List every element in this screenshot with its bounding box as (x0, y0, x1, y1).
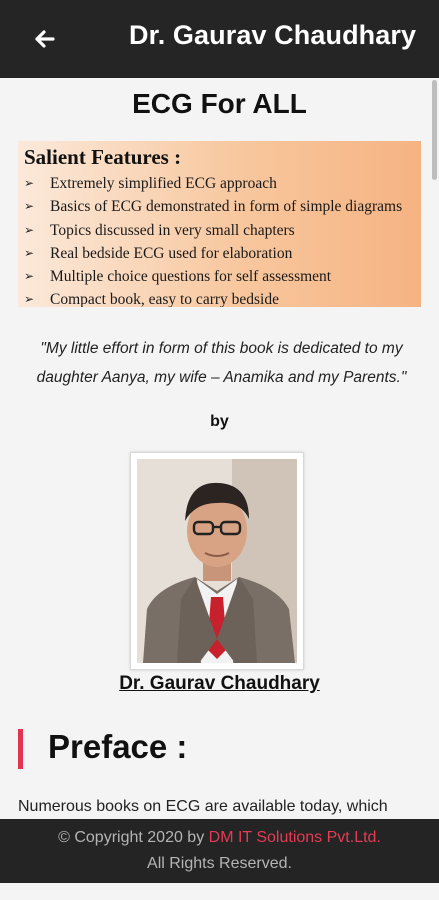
arrow-left-icon (35, 30, 55, 48)
app-header (0, 0, 439, 78)
author-name-link[interactable]: Dr. Gaurav Chaudhary (119, 673, 320, 694)
feature-text: Multiple choice questions for self assessment (50, 268, 332, 286)
arrowhead-bullet-icon: ➢ (24, 176, 35, 190)
feature-item (24, 195, 402, 218)
header-title: Dr. Gaurav Chaudhary (129, 20, 417, 50)
feature-item (24, 172, 402, 195)
feature-item (24, 265, 402, 288)
feature-text: Basics of ECG demonstrated in form of simple diagrams (50, 198, 403, 216)
section-title-preface: Preface : (48, 728, 188, 765)
copyright-text: © Copyright 2020 by (58, 829, 209, 846)
feature-text: Topics discussed in very small chapters (50, 221, 295, 239)
bottom-strip (0, 883, 439, 900)
footer-copyright (0, 829, 439, 847)
footer (0, 819, 439, 883)
author-photo (137, 459, 297, 663)
feature-item (24, 242, 402, 265)
book-title: ECG For ALL (132, 88, 307, 119)
feature-text: Extremely simplified ECG approach (50, 175, 277, 192)
features-heading: Salient Features : (24, 145, 182, 169)
author-photo-frame (130, 452, 304, 670)
feature-text: Compact book, easy to carry bedside (50, 291, 279, 307)
footer-rights: All Rights Reserved. (147, 855, 292, 872)
feature-item (24, 288, 402, 307)
arrowhead-bullet-icon: ➢ (24, 245, 35, 260)
back-button[interactable] (28, 22, 62, 56)
arrowhead-bullet-icon: ➢ (24, 199, 35, 214)
section-accent-bar (18, 729, 23, 769)
company-link[interactable]: DM IT Solutions Pvt.Ltd. (208, 829, 381, 846)
feature-item (24, 219, 402, 242)
salient-features-box (18, 141, 421, 307)
arrowhead-bullet-icon: ➢ (24, 269, 35, 284)
feature-text: Real bedside ECG used for elaboration (50, 244, 293, 262)
arrowhead-bullet-icon: ➢ (24, 292, 35, 307)
author-portrait-image (137, 459, 297, 663)
by-label: by (210, 413, 229, 430)
arrowhead-bullet-icon: ➢ (24, 222, 35, 237)
dedication-quote: "My little effort in form of this book is dedicated to my daughter Aanya, my wife – Anamika and my Parents." (36, 340, 407, 386)
preface-text: Numerous books on ECG are available today, which (18, 798, 388, 815)
features-list (24, 172, 402, 307)
